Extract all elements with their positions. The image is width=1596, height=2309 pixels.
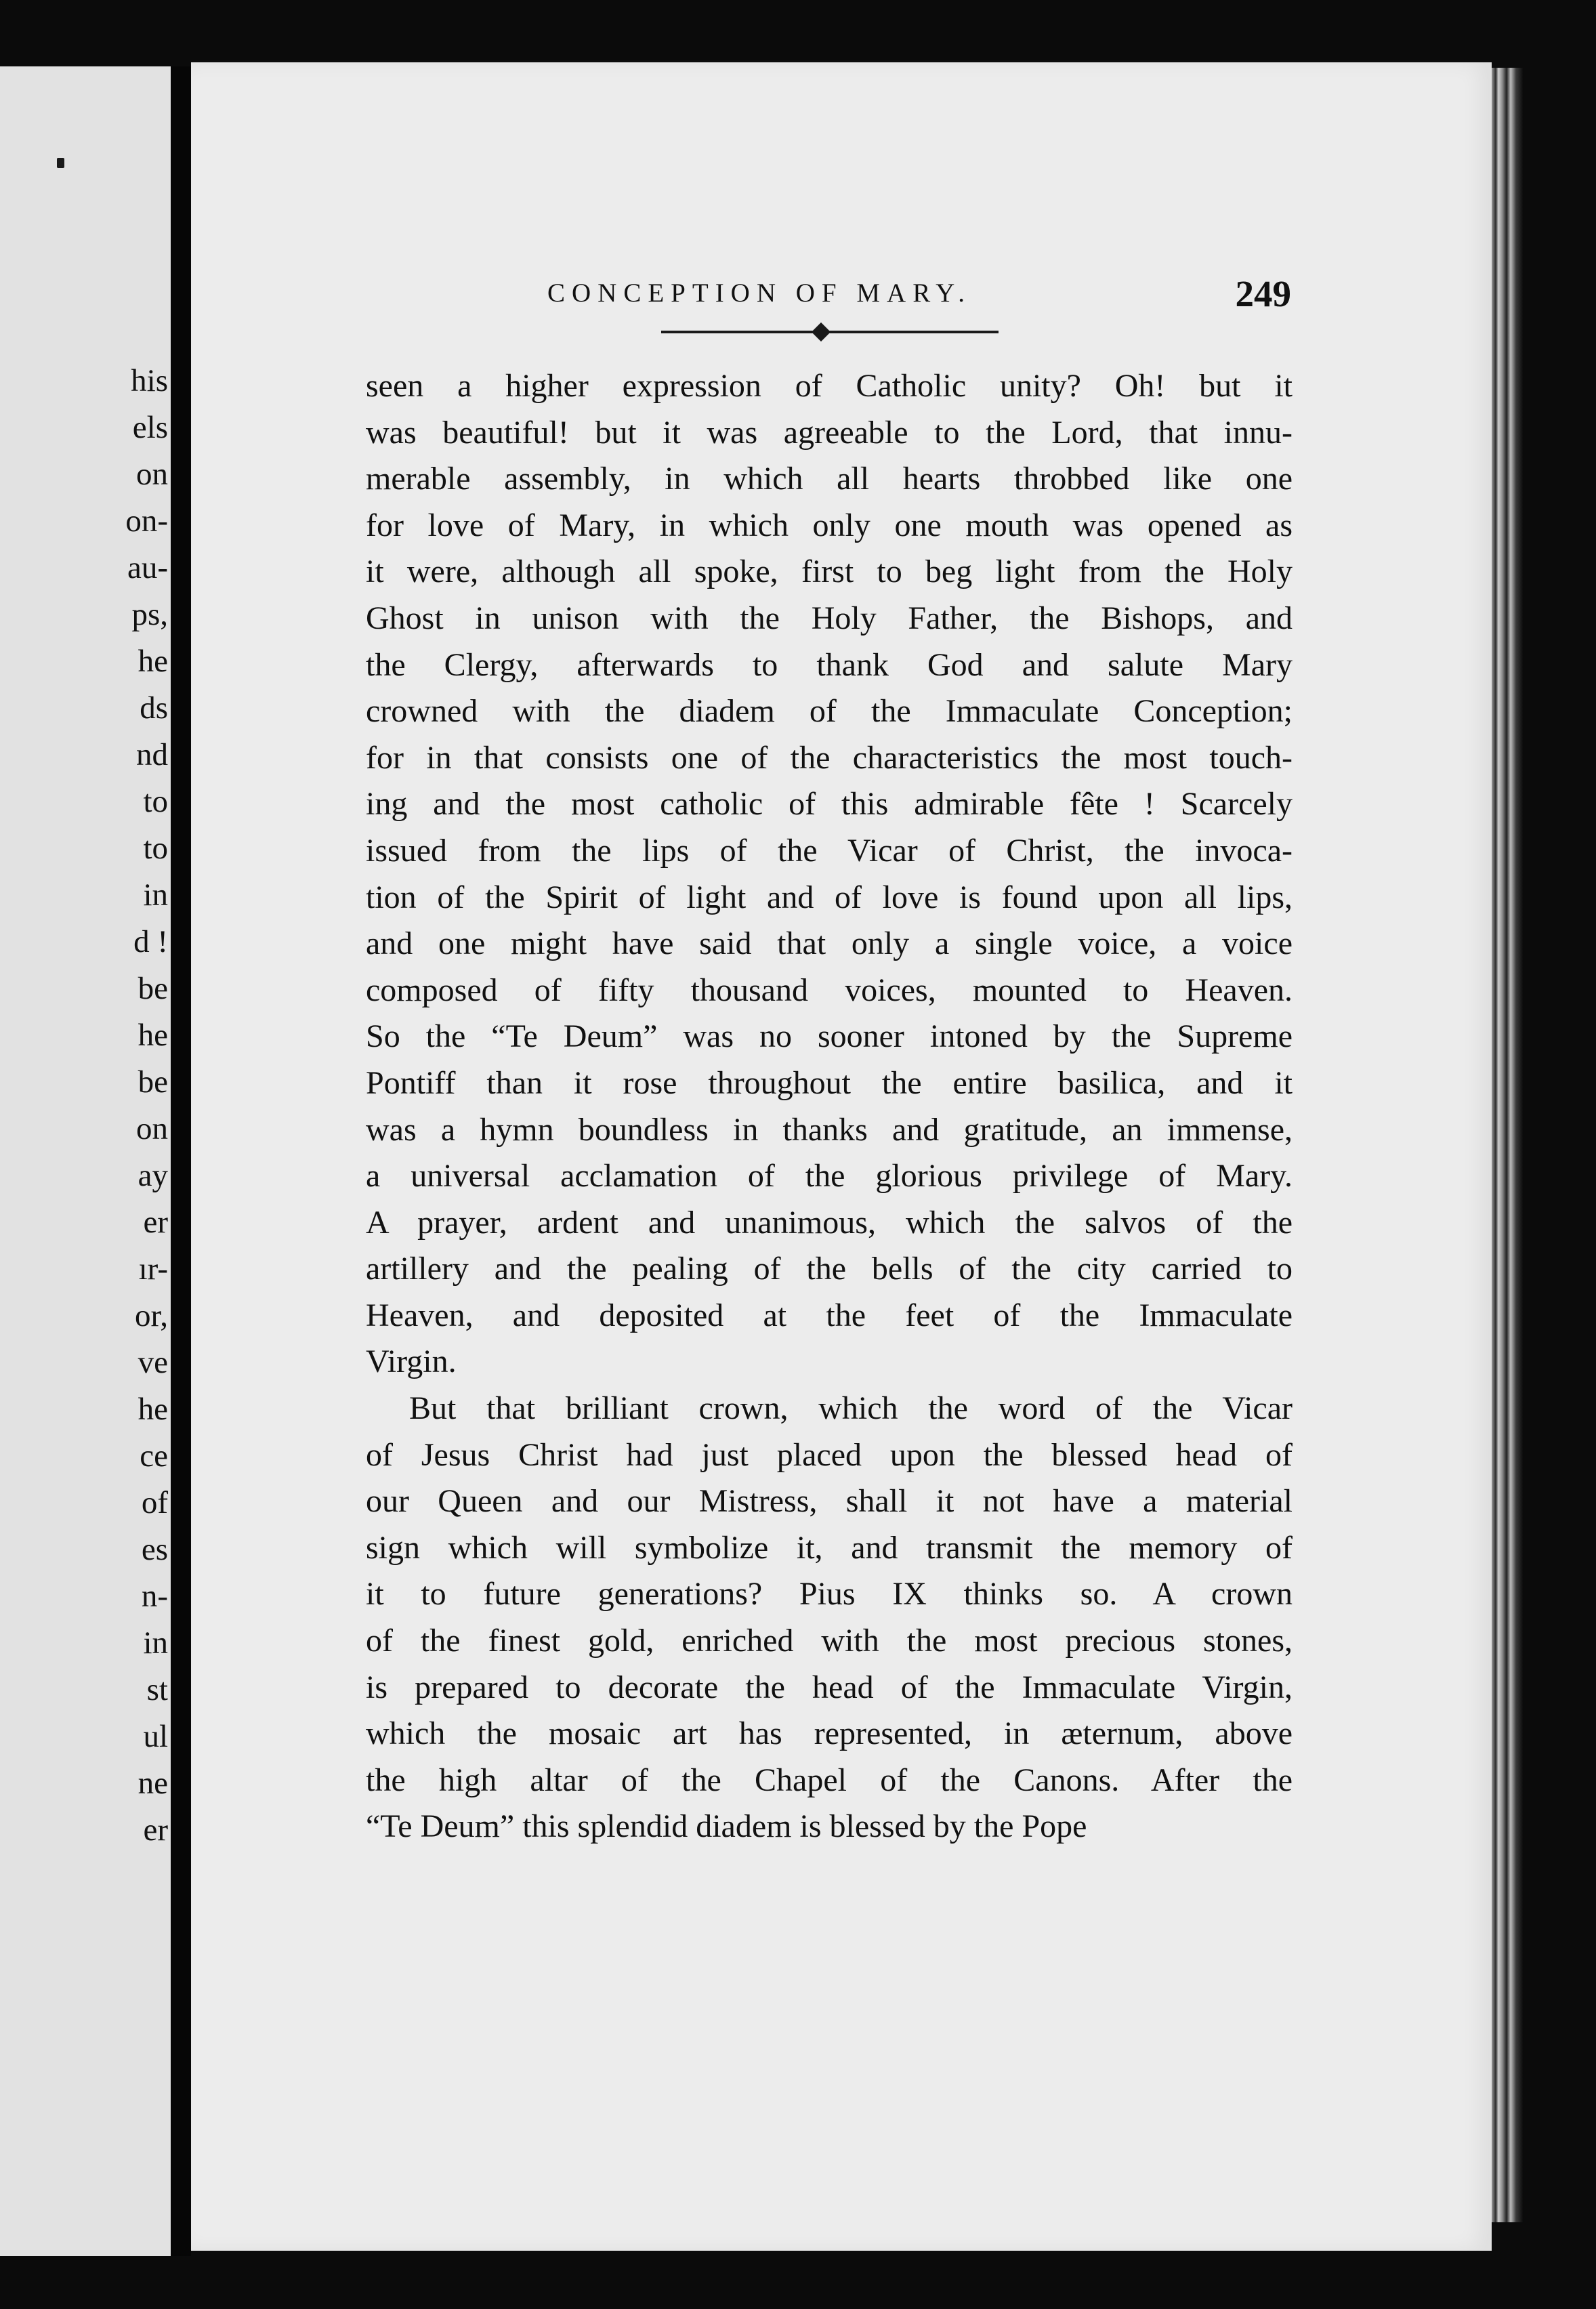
facing-page-line-endings — [125, 358, 168, 1854]
text-line: artillery and the pealing of the bells of the city carried to — [366, 1251, 1293, 1287]
facing-page-line: in — [143, 1625, 168, 1661]
text-line: crowned with the diadem of the Immaculate Conception; — [366, 693, 1293, 730]
text-line: of Jesus Christ had just placed upon the blessed head of — [366, 1436, 1293, 1473]
facing-page-line: be — [138, 971, 168, 1006]
facing-page-line: d ! — [133, 924, 168, 959]
facing-page-line: er — [143, 1812, 168, 1848]
facing-page-line: els — [132, 410, 168, 445]
body-text — [366, 363, 1293, 1850]
text-line: the high altar of the Chapel of the Canons. After the — [366, 1762, 1293, 1798]
text-line: composed of fifty thousand voices, mounted to Heaven. — [366, 972, 1293, 1008]
facing-page-line: ır- — [138, 1251, 168, 1287]
text-line: A prayer, ardent and unanimous, which the salvos of the — [366, 1204, 1293, 1241]
page-edge-stack — [1492, 68, 1523, 2222]
text-line: sign which will symbolize it, and transmit the memory of — [366, 1529, 1293, 1566]
facing-page-line: or, — [134, 1298, 168, 1333]
facing-page-line: ce — [140, 1438, 168, 1474]
paragraph — [366, 1386, 1293, 1850]
text-line: the Clergy, afterwards to thank God and salute Mary — [366, 646, 1293, 683]
running-head-title: CONCEPTION OF MARY. — [547, 278, 971, 308]
facing-page-line: ds — [140, 690, 168, 726]
facing-page-line: on — [136, 457, 168, 492]
text-line: But that brilliant crown, which the word of the Vicar — [409, 1390, 1293, 1427]
text-line: ing and the most catholic of this admirable fête ! Scarcely — [366, 786, 1293, 823]
facing-page-line: to — [143, 831, 168, 866]
text-line: So the “Te Deum” was no sooner intoned by the Supreme — [366, 1018, 1293, 1055]
book-gutter — [171, 66, 191, 2256]
facing-page-line: es — [141, 1532, 168, 1567]
facing-page-line: his — [131, 363, 168, 398]
ink-mark — [57, 158, 64, 168]
text-line: it to future generations? Pius IX thinks so. A crown — [366, 1576, 1293, 1613]
text-line: seen a higher expression of Catholic unity? Oh! but it — [366, 368, 1293, 404]
facing-page-line: ve — [138, 1345, 168, 1380]
facing-page-line: he — [138, 644, 168, 679]
text-line: merable assembly, in which all hearts throbbed like one — [366, 461, 1293, 497]
facing-page-line: ne — [138, 1766, 168, 1801]
text-line: of the finest gold, enriched with the most precious stones, — [366, 1623, 1293, 1659]
facing-page-line: he — [138, 1018, 168, 1053]
text-line: for in that consists one of the characteristics the most touch- — [366, 739, 1293, 776]
facing-page-line: be — [138, 1064, 168, 1100]
text-line: for love of Mary, in which only one mouth was opened as — [366, 507, 1293, 543]
facing-page-line: n- — [141, 1579, 168, 1614]
text-line: a universal acclamation of the glorious privilege of Mary. — [366, 1158, 1293, 1194]
text-line: it were, although all spoke, first to beg light from the Holy — [366, 554, 1293, 590]
facing-page-line: nd — [136, 737, 168, 772]
facing-page-line: on — [136, 1111, 168, 1146]
text-line: and one might have said that only a single voice, a voice — [366, 925, 1293, 962]
text-line: our Queen and our Mistress, shall it not have a material — [366, 1483, 1293, 1520]
facing-page-line: au- — [127, 550, 168, 585]
facing-page-line: st — [146, 1672, 168, 1707]
facing-page-line: ay — [138, 1158, 168, 1193]
text-line: is prepared to decorate the head of the Immaculate Virgin, — [366, 1669, 1293, 1705]
text-line: was a hymn boundless in thanks and gratitude, an immense, — [366, 1111, 1293, 1148]
text-line: issued from the lips of the Vicar of Christ, the invoca- — [366, 832, 1293, 869]
text-line: tion of the Spirit of light and of love is found upon all lips, — [366, 879, 1293, 915]
text-line: which the mosaic art has represented, in æternum, above — [366, 1715, 1293, 1752]
text-line: was beautiful! but it was agreeable to the Lord, that innu- — [366, 414, 1293, 451]
text-line: Ghost in unison with the Holy Father, the Bishops, and — [366, 600, 1293, 636]
page-number: 249 — [1235, 273, 1291, 314]
facing-page-line: ps, — [131, 597, 168, 632]
facing-page-line: ul — [143, 1719, 168, 1754]
facing-page-left — [0, 66, 171, 2256]
text-line: Heaven, and deposited at the feet of the Immaculate — [366, 1297, 1293, 1333]
text-line: “Te Deum” this splendid diadem is blessed by the Pope — [366, 1808, 1087, 1845]
text-line: Virgin. — [366, 1344, 457, 1380]
text-line: Pontiff than it rose throughout the entire basilica, and it — [366, 1064, 1293, 1101]
facing-page-line: to — [143, 784, 168, 819]
running-head — [547, 272, 1291, 320]
facing-page-line: in — [143, 877, 168, 913]
facing-page-line: he — [138, 1392, 168, 1427]
facing-page-line: on- — [125, 503, 168, 539]
paragraph — [366, 363, 1293, 1386]
facing-page-line: of — [141, 1485, 168, 1520]
facing-page-line: er — [143, 1205, 168, 1240]
